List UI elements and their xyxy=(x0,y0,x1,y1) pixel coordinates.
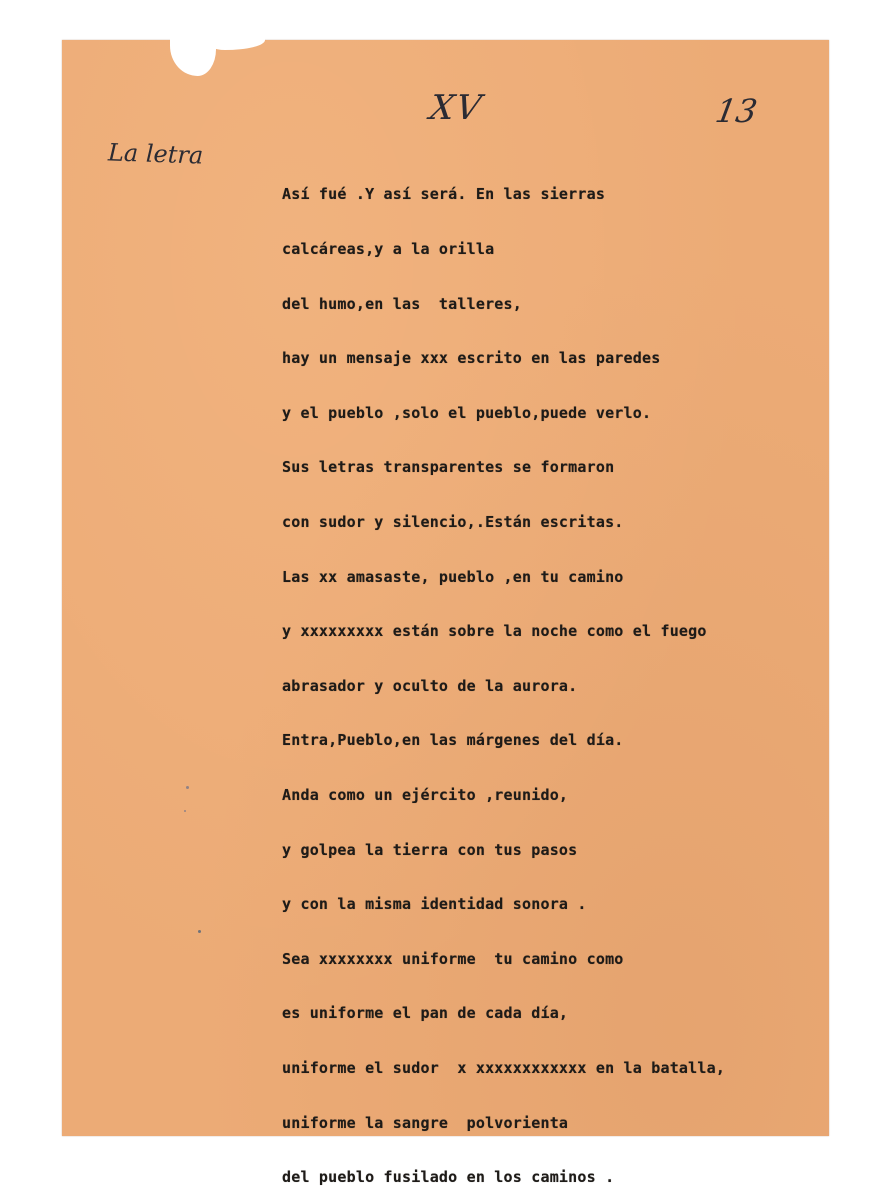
poem-line: y xxxxxxxxx están sobre la noche como el fuego xyxy=(282,622,707,641)
poem-line: y con la misma identidad sonora . xyxy=(282,895,587,914)
margin-title: La letra xyxy=(107,138,204,170)
poem-line: hay un mensaje xxx escrito en las paredes xyxy=(282,349,661,368)
poem-line: calcáreas,y a la orilla xyxy=(282,240,495,258)
page-number: 13 xyxy=(712,92,761,130)
poem-line: Entra,Pueblo,en las márgenes del día. xyxy=(282,731,624,750)
poem-line: abrasador y oculto de la aurora. xyxy=(282,676,578,695)
poem-line: Sea xxxxxxxx uniforme tu camino como xyxy=(282,949,624,968)
poem-line: y golpea la tierra con tus pasos xyxy=(282,840,578,859)
poem-line: Sus letras transparentes se formaron xyxy=(282,458,615,477)
poem-line: Las xx amasaste, pueblo ,en tu camino xyxy=(282,567,624,586)
poem-line: uniforme el sudor x xxxxxxxxxxxx en la batalla, xyxy=(282,1058,726,1077)
poem-line: es uniforme el pan de cada día, xyxy=(282,1004,569,1023)
poem-line: del pueblo fusilado en los caminos . xyxy=(282,1168,615,1187)
ink-speck xyxy=(198,930,201,933)
poem-line: con sudor y silencio,.Están escritas. xyxy=(282,512,624,531)
poem-line: Anda como un ejército ,reunido, xyxy=(282,785,569,804)
poem-line: uniforme la sangre polvorienta xyxy=(282,1113,569,1132)
ink-speck xyxy=(186,786,189,789)
section-number: XV xyxy=(427,88,486,128)
poem-line: Así fué .Y así será. En las sierras xyxy=(282,185,606,204)
ink-speck xyxy=(184,810,186,812)
poem-line: del humo,en las talleres, xyxy=(282,294,522,313)
poem-line: y el pueblo ,solo el pueblo,puede verlo. xyxy=(282,403,652,422)
poem-text xyxy=(282,149,725,1204)
